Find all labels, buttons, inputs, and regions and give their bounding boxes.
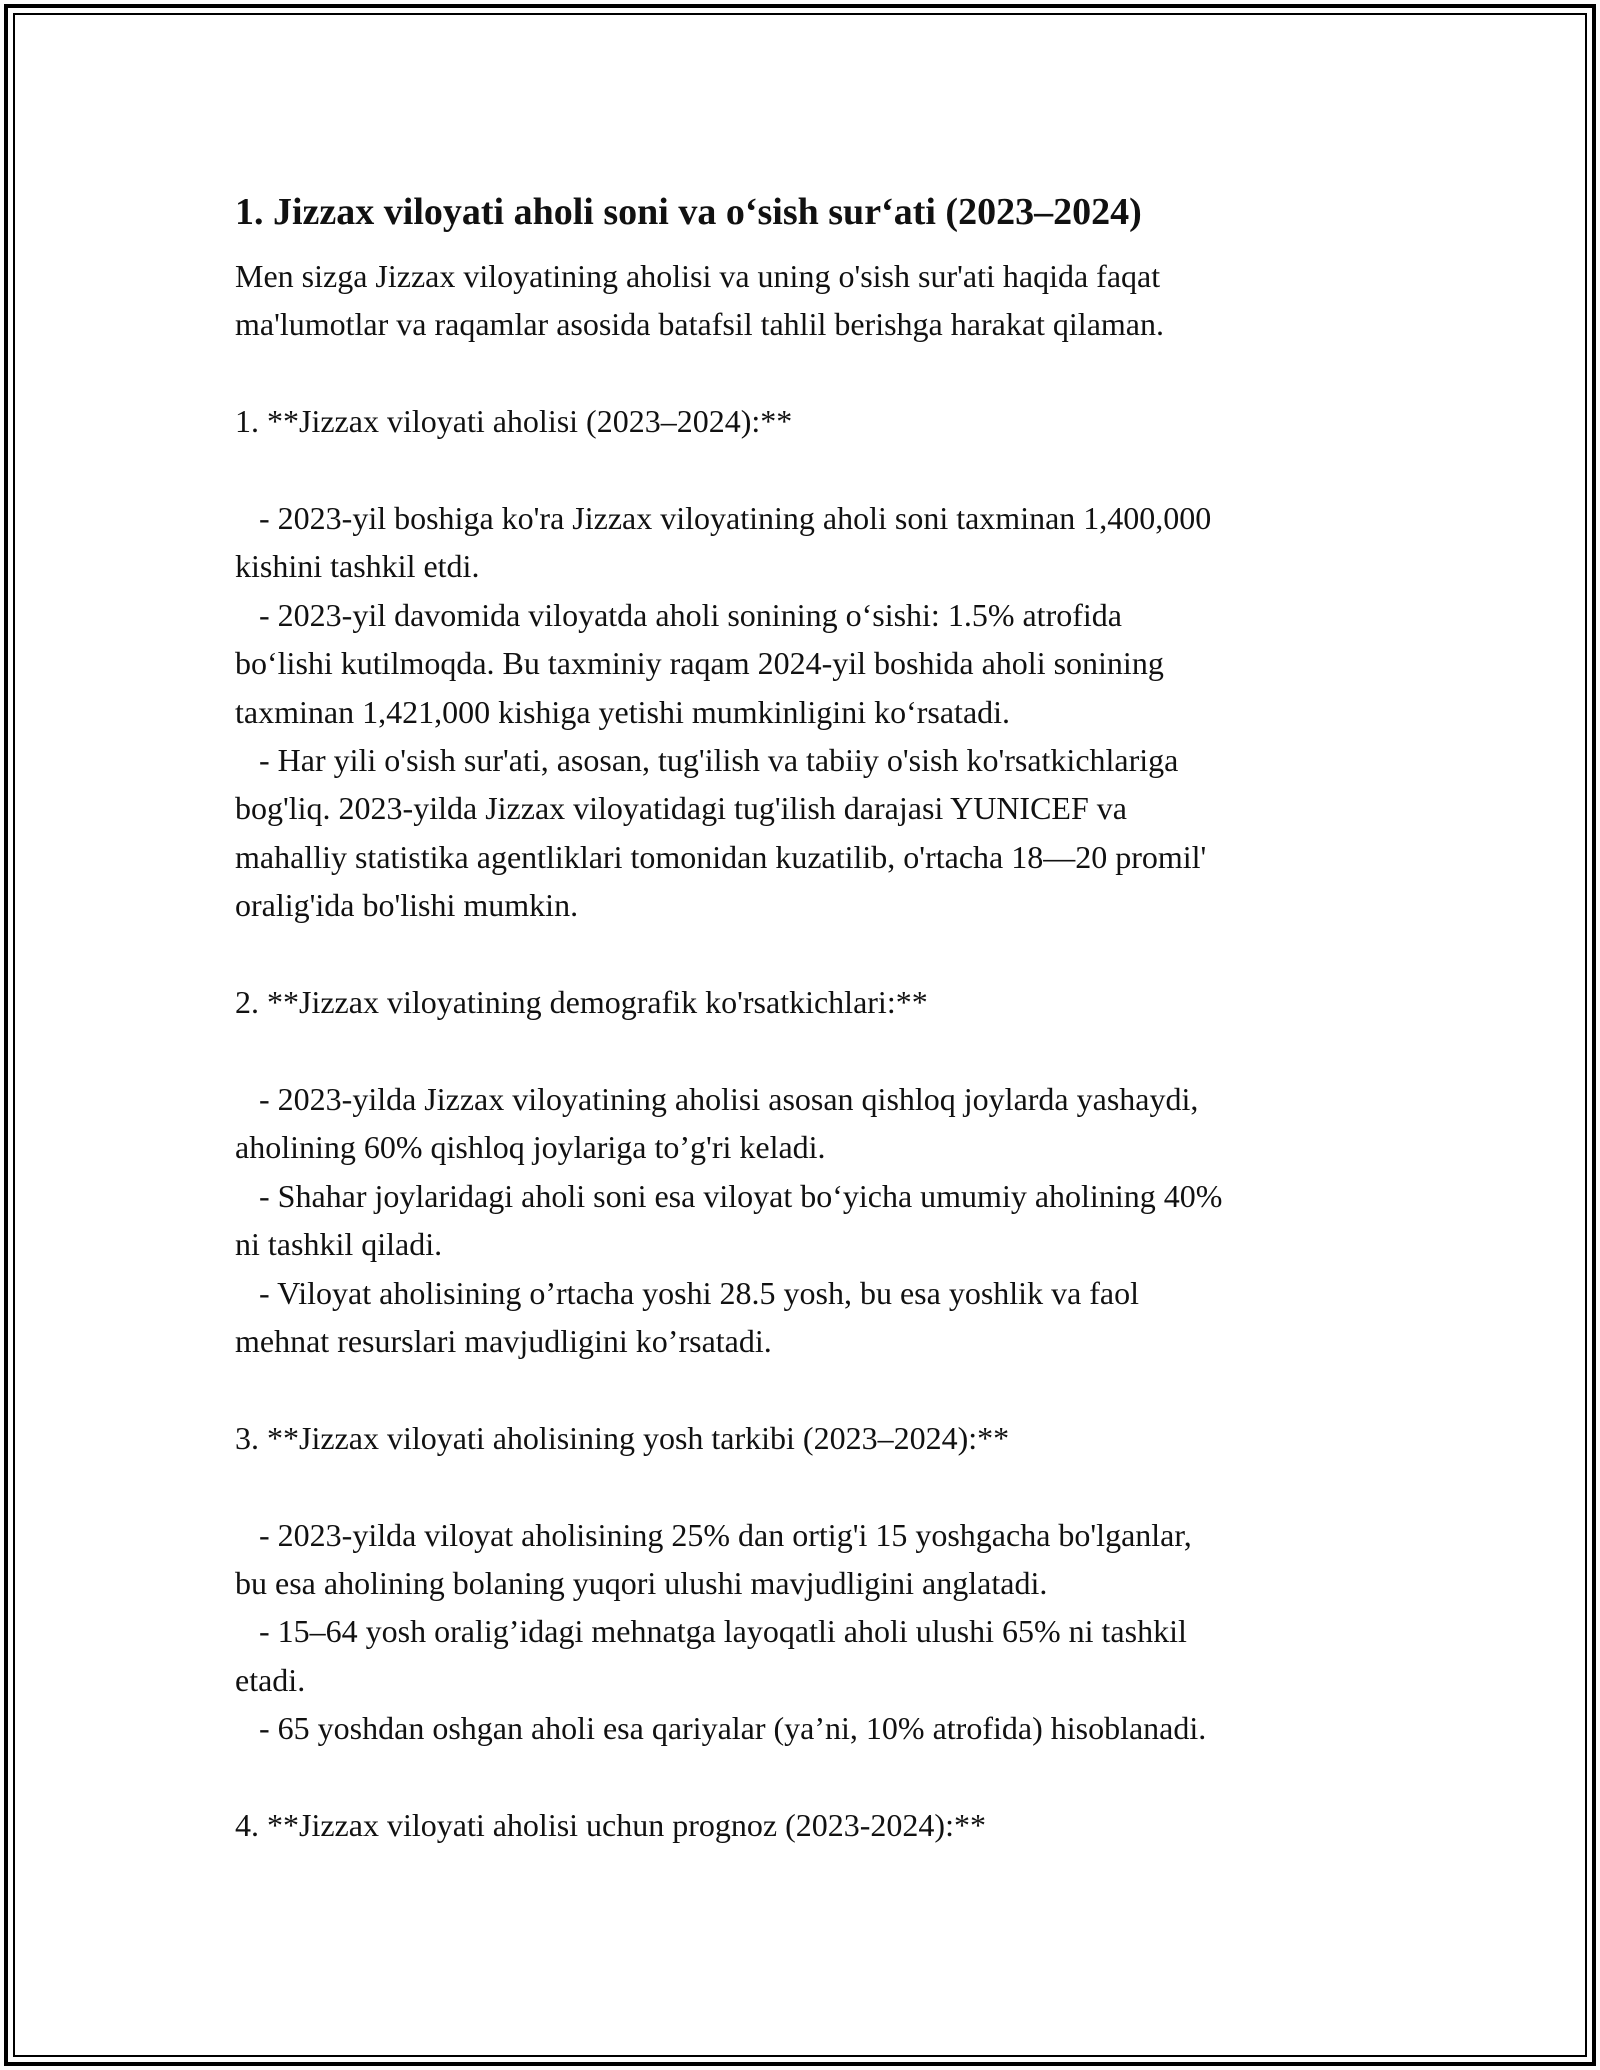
document-body: Men sizga Jizzax viloyatining aholisi va uning o'sish sur'ati haqida faqat ma'lumotlar va raqamlar asosida batafsil tahlil berishga harakat qilaman. 1. **Jizzax viloyati aholisi (2023–2024):** - 2023-yil boshiga ko'ra Jizzax viloyatining aholi soni taxminan 1,400,000 kishini tashkil etdi. - 2023-yil davomida viloyatda aholi sonining o‘sishi: 1.5% atrofida bo‘lishi kutilmoqda. Bu taxminiy raqam 2024-yil boshida aholi sonining taxminan 1,421,000 kishiga yetishi mumkinligini ko‘rsatadi. - Har yili o'sish sur'ati, asosan, tug'ilish va tabiiy o'sish ko'rsatkichlariga bog'liq. 2023-yilda Jizzax viloyatidagi tug'ilish darajasi YUNICEF va mahalliy statistika agentliklari tomonidan kuzatilib, o'rtacha 18—20 promil' oralig'ida bo'lishi mumkin. 2. **Jizzax viloyatining demografik ko'rsatkichlari:** - 2023-yilda Jizzax viloyatining aholisi asosan qishloq joylarda yashaydi, aholining 60% qishloq joylariga to’g'ri keladi. - Shahar joylaridagi aholi soni esa viloyat bo‘yicha umumiy aholining 40% ni tashkil qiladi. - Viloyat aholisining o’rtacha yoshi 28.5 yosh, bu esa yoshlik va faol mehnat resurslari mavjudligini ko’rsatadi. 3. **Jizzax viloyati aholisining yosh tarkibi (2023–2024):** - 2023-yilda viloyat aholisining 25% dan ortig'i 15 yoshgacha bo'lganlar, bu esa aholining bolaning yuqori ulushi mavjudligini anglatadi. - 15–64 yosh oralig’idagi mehnatga layoqatli aholi ulushi 65% ni tashkil etadi. - 65 yoshdan oshgan aholi esa qariyalar (ya’ni, 10% atrofida) hisoblanadi. 4. **Jizzax viloyati aholisi uchun prognoz (2023-2024):** — [235, 258, 1223, 1843]
document-content — [235, 184, 1375, 1849]
document-title: 1. Jizzax viloyati aholi soni va o‘sish sur‘ati (2023–2024) — [235, 191, 1142, 233]
